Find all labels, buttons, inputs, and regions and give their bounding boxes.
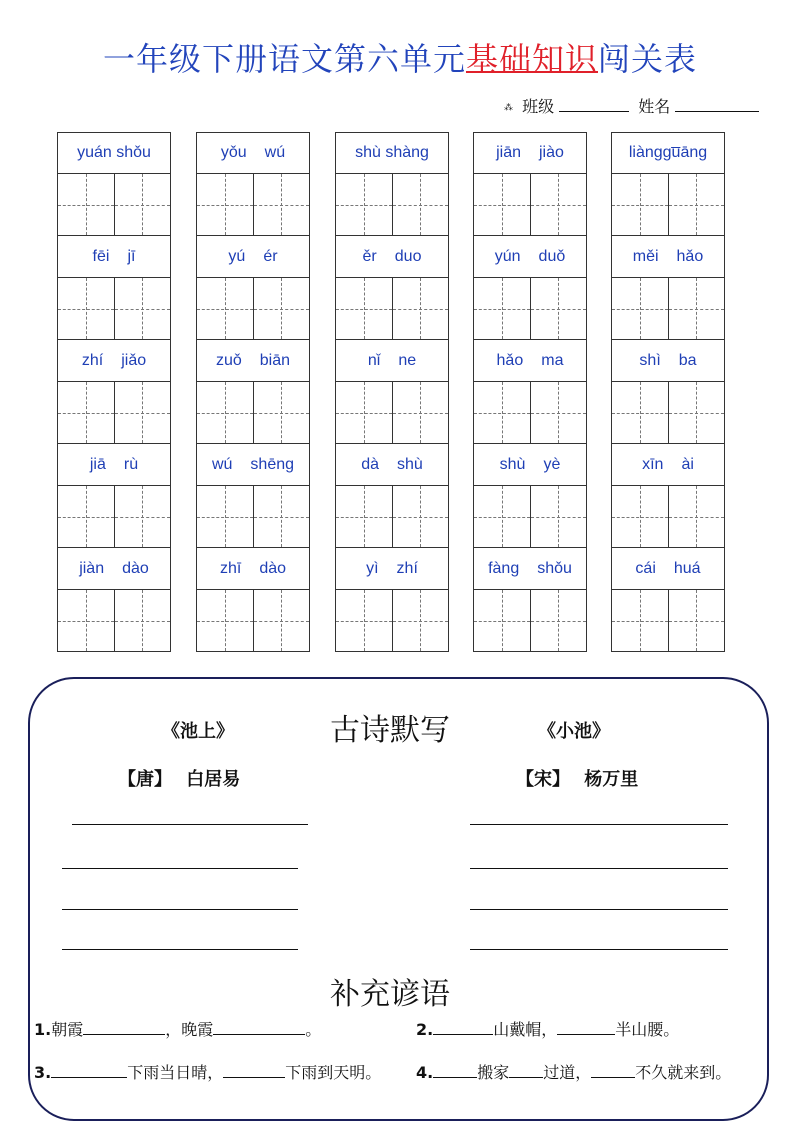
proverb-3 [34, 1060, 381, 1083]
class-label: 班级 [522, 97, 555, 116]
tian-zi-ge-box[interactable] [530, 278, 587, 339]
pinyin-cell [57, 444, 171, 486]
tian-zi-ge-box[interactable] [474, 174, 530, 235]
pinyin-syllable: wú [264, 144, 286, 161]
proverb-2-text-a: 山戴帽， [493, 1020, 558, 1039]
pinyin-cell [57, 340, 171, 382]
proverb-1-text-b: ，晚霞 [165, 1020, 214, 1039]
writing-boxes [611, 382, 725, 444]
pinyin-syllable: cái [635, 559, 656, 577]
pinyin-syllable: zhī [219, 559, 242, 577]
poem1-line-2[interactable] [62, 868, 298, 869]
pinyin-syllable: jiān [496, 144, 521, 161]
guide-line-horizontal [58, 413, 114, 414]
guide-line-horizontal [612, 517, 668, 518]
poem2-line-1[interactable] [470, 824, 728, 825]
pinyin-syllable: fàng [488, 559, 520, 577]
pinyin-syllable: zhí [396, 559, 418, 577]
tian-zi-ge-box[interactable] [530, 174, 587, 235]
guide-line-horizontal [336, 205, 392, 206]
pinyin-syllable: měi [632, 247, 659, 265]
writing-boxes [57, 382, 171, 444]
tian-zi-ge-box[interactable] [197, 382, 253, 443]
pinyin-cell [335, 236, 449, 278]
proverb-4-blank-c[interactable] [591, 1063, 635, 1078]
guide-line-horizontal [474, 517, 530, 518]
pinyin-syllable: biān [259, 351, 291, 369]
small-mark-icon: ⁂ [504, 102, 513, 113]
proverb-1-blank-b[interactable] [213, 1020, 305, 1035]
proverb-3-text-a: 下雨当日晴， [127, 1063, 224, 1082]
pinyin-syllable: huá [673, 559, 701, 577]
tian-zi-ge-box[interactable] [336, 174, 392, 235]
poem1-line-1[interactable] [72, 824, 308, 825]
pinyin-syllable: jiào [539, 144, 564, 161]
guide-line-horizontal [474, 205, 530, 206]
tian-zi-ge-box[interactable] [197, 174, 253, 235]
tian-zi-ge-box[interactable] [197, 590, 253, 651]
proverb-1-blank-a[interactable] [83, 1020, 165, 1035]
tian-zi-ge-box[interactable] [530, 590, 587, 651]
guide-line-horizontal [393, 205, 449, 206]
guide-line-horizontal [612, 205, 668, 206]
tian-zi-ge-box[interactable] [474, 382, 530, 443]
poem2-author [516, 765, 638, 791]
tian-zi-ge-box[interactable] [58, 382, 114, 443]
pinyin-cell [335, 132, 449, 174]
guide-line-horizontal [669, 205, 725, 206]
pinyin-syllable: yú [228, 247, 246, 265]
grid-column-4 [473, 132, 587, 652]
guide-line-horizontal [197, 309, 253, 310]
tian-zi-ge-box[interactable] [58, 590, 114, 651]
tian-zi-ge-box[interactable] [253, 590, 310, 651]
guide-line-horizontal [197, 413, 253, 414]
poem-panel [28, 677, 769, 1121]
tian-zi-ge-box[interactable] [392, 382, 449, 443]
poem2-name: 《小池》 [538, 721, 610, 742]
guide-line-horizontal [254, 309, 310, 310]
pinyin-cell [611, 548, 725, 590]
guide-line-horizontal [474, 309, 530, 310]
pinyin-cell [57, 236, 171, 278]
tian-zi-ge-box[interactable] [197, 278, 253, 339]
writing-boxes [473, 382, 587, 444]
guide-line-horizontal [254, 205, 310, 206]
guide-line-horizontal [669, 309, 725, 310]
pinyin-syllable: duo [394, 247, 422, 265]
pinyin-cell [335, 444, 449, 486]
guide-line-horizontal [669, 517, 725, 518]
guide-line-horizontal [58, 309, 114, 310]
proverb-3-blank-a[interactable] [51, 1063, 127, 1078]
guide-line-horizontal [336, 621, 392, 622]
tian-zi-ge-box[interactable] [392, 590, 449, 651]
pinyin-syllable: jiàn [79, 559, 105, 577]
writing-boxes [196, 278, 310, 340]
poem-heading: 古诗默写 [330, 713, 450, 748]
class-blank[interactable] [559, 97, 629, 112]
name-label: 姓名 [638, 97, 671, 116]
tian-zi-ge-box[interactable] [114, 486, 171, 547]
poem1-dynasty: 【唐】 [118, 769, 172, 790]
poem2-dynasty: 【宋】 [516, 769, 570, 790]
pinyin-cell [196, 444, 310, 486]
pinyin-syllable: yún [494, 247, 521, 265]
tian-zi-ge-box[interactable] [336, 382, 392, 443]
tian-zi-ge-box[interactable] [336, 486, 392, 547]
writing-boxes [57, 278, 171, 340]
tian-zi-ge-box[interactable] [114, 174, 171, 235]
tian-zi-ge-box[interactable] [474, 486, 530, 547]
pinyin-cell [196, 340, 310, 382]
tian-zi-ge-box[interactable] [336, 590, 392, 651]
guide-line-horizontal [393, 621, 449, 622]
tian-zi-ge-box[interactable] [612, 174, 668, 235]
proverb-2-num: 2. [416, 1020, 434, 1039]
poem1-line-3[interactable] [62, 909, 298, 910]
guide-line-horizontal [115, 517, 171, 518]
proverb-4-blank-b[interactable] [509, 1063, 543, 1078]
writing-boxes [196, 590, 310, 652]
guide-line-horizontal [531, 309, 587, 310]
pinyin-syllable: hǎo [496, 351, 524, 369]
proverb-2-blank-a[interactable] [433, 1020, 493, 1035]
proverb-2-blank-b[interactable] [557, 1020, 615, 1035]
poem2-line-2[interactable] [470, 868, 728, 869]
tian-zi-ge-box[interactable] [474, 278, 530, 339]
poem2-line-4[interactable] [470, 949, 728, 950]
tian-zi-ge-box[interactable] [253, 278, 310, 339]
guide-line-horizontal [393, 413, 449, 414]
pinyin-syllable: xīn [642, 455, 664, 473]
pinyin-syllable: shēng [250, 455, 295, 473]
tian-zi-ge-box[interactable] [530, 486, 587, 547]
tian-zi-ge-box[interactable] [668, 174, 725, 235]
grid-column-2 [196, 132, 310, 652]
grid-column-5 [611, 132, 725, 652]
guide-line-horizontal [474, 413, 530, 414]
writing-boxes [611, 278, 725, 340]
pinyin-cell [611, 340, 725, 382]
guide-line-horizontal [115, 309, 171, 310]
writing-boxes [335, 486, 449, 548]
pinyin-syllable: liànggu̅āng [628, 144, 708, 161]
writing-boxes [473, 590, 587, 652]
guide-line-horizontal [531, 517, 587, 518]
writing-boxes [196, 174, 310, 236]
pinyin-syllable: dà [361, 455, 379, 473]
tian-zi-ge-box[interactable] [612, 590, 668, 651]
tian-zi-ge-box[interactable] [612, 278, 668, 339]
page-title [0, 34, 800, 80]
tian-zi-ge-box[interactable] [58, 486, 114, 547]
writing-boxes [611, 590, 725, 652]
pinyin-cell [57, 548, 171, 590]
pinyin-syllable: yè [543, 455, 561, 473]
pinyin-syllable: jiǎo [121, 351, 147, 369]
guide-line-horizontal [58, 205, 114, 206]
pinyin-syllable: shǒu [537, 559, 572, 577]
tian-zi-ge-box[interactable] [253, 174, 310, 235]
title-part-1: 一年级下册语文第六单元 [102, 40, 466, 78]
guide-line-horizontal [58, 621, 114, 622]
grid-column-3 [335, 132, 449, 652]
writing-boxes [196, 382, 310, 444]
guide-line-horizontal [254, 621, 310, 622]
pinyin-cell [473, 444, 587, 486]
class-name-line [504, 94, 759, 117]
tian-zi-ge-box[interactable] [58, 278, 114, 339]
tian-zi-ge-box[interactable] [114, 590, 171, 651]
proverb-3-text-b: 下雨到天明。 [285, 1063, 382, 1082]
poem2-line-3[interactable] [470, 909, 728, 910]
proverb-4-text-c: 不久就来到。 [635, 1063, 732, 1082]
guide-line-horizontal [58, 517, 114, 518]
tian-zi-ge-box[interactable] [612, 486, 668, 547]
pinyin-cell [196, 236, 310, 278]
tian-zi-ge-box[interactable] [392, 174, 449, 235]
proverb-4-num: 4. [416, 1063, 434, 1082]
pinyin-syllable: wú [211, 455, 233, 473]
pinyin-syllable: hǎo [676, 247, 704, 265]
pinyin-syllable: ěr [362, 247, 377, 265]
tian-zi-ge-box[interactable] [668, 590, 725, 651]
pinyin-cell [611, 444, 725, 486]
guide-line-horizontal [612, 309, 668, 310]
guide-line-horizontal [336, 309, 392, 310]
pinyin-syllable: fēi [92, 247, 110, 265]
writing-boxes [57, 590, 171, 652]
proverb-heading: 补充谚语 [330, 977, 450, 1012]
pinyin-syllable: shù [397, 455, 423, 473]
pinyin-cell [473, 236, 587, 278]
pinyin-cell [611, 236, 725, 278]
pinyin-cell [57, 132, 171, 174]
pinyin-syllable: dào [122, 559, 149, 577]
guide-line-horizontal [197, 621, 253, 622]
guide-line-horizontal [612, 621, 668, 622]
tian-zi-ge-box[interactable] [530, 382, 587, 443]
name-blank[interactable] [675, 97, 759, 112]
pinyin-syllable: nǐ [367, 351, 381, 369]
writing-boxes [473, 174, 587, 236]
pinyin-syllable: jiā [89, 455, 106, 473]
pinyin-syllable: shì [639, 351, 661, 369]
proverb-4-text-a: 搬家 [477, 1063, 510, 1082]
pinyin-syllable: ne [398, 351, 417, 369]
proverb-3-num: 3. [34, 1063, 52, 1082]
proverb-1-text-c: 。 [305, 1020, 322, 1039]
guide-line-horizontal [531, 621, 587, 622]
proverb-2 [416, 1017, 679, 1040]
proverb-4-blank-a[interactable] [433, 1063, 477, 1078]
proverb-2-text-b: 半山腰。 [615, 1020, 680, 1039]
pinyin-cell [611, 132, 725, 174]
pinyin-syllable: ba [678, 351, 697, 369]
writing-boxes [335, 174, 449, 236]
pinyin-syllable: ma [541, 351, 564, 369]
poem1-line-4[interactable] [62, 949, 298, 950]
writing-boxes [335, 382, 449, 444]
guide-line-horizontal [254, 413, 310, 414]
writing-boxes [335, 278, 449, 340]
tian-zi-ge-box[interactable] [114, 382, 171, 443]
pinyin-syllable: yì [366, 559, 379, 577]
proverb-3-blank-b[interactable] [223, 1063, 285, 1078]
pinyin-cell [473, 340, 587, 382]
tian-zi-ge-box[interactable] [612, 382, 668, 443]
pinyin-syllable: shù [499, 455, 526, 473]
guide-line-horizontal [336, 517, 392, 518]
guide-line-horizontal [531, 413, 587, 414]
tian-zi-ge-box[interactable] [114, 278, 171, 339]
pinyin-syllable: yuán shǒu [77, 144, 151, 161]
pinyin-cell [335, 548, 449, 590]
guide-line-horizontal [474, 621, 530, 622]
proverb-1-num: 1. [34, 1020, 52, 1039]
pinyin-syllable: jī [127, 247, 136, 265]
guide-line-horizontal [115, 205, 171, 206]
tian-zi-ge-box[interactable] [392, 486, 449, 547]
poem1-author [118, 765, 240, 791]
guide-line-horizontal [393, 309, 449, 310]
grid-column-1 [57, 132, 171, 652]
title-part-2: 基础知识 [465, 40, 598, 78]
guide-line-horizontal [531, 205, 587, 206]
pinyin-syllable: shù shàng [355, 144, 429, 161]
writing-boxes [57, 486, 171, 548]
guide-line-horizontal [669, 621, 725, 622]
proverb-1-text-a: 朝霞 [51, 1020, 84, 1039]
writing-boxes [57, 174, 171, 236]
writing-boxes [196, 486, 310, 548]
pinyin-syllable: ér [263, 247, 278, 265]
guide-line-horizontal [254, 517, 310, 518]
poem1-author-name: 白居易 [186, 769, 241, 790]
pinyin-syllable: dào [259, 559, 287, 577]
writing-boxes [473, 486, 587, 548]
pinyin-cell [473, 132, 587, 174]
title-part-3: 闯关表 [598, 40, 698, 78]
tian-zi-ge-box[interactable] [668, 486, 725, 547]
tian-zi-ge-box[interactable] [336, 278, 392, 339]
pinyin-cell [196, 548, 310, 590]
tian-zi-ge-box[interactable] [253, 382, 310, 443]
pinyin-syllable: ài [681, 455, 694, 473]
pinyin-syllable: rù [123, 455, 139, 473]
writing-boxes [611, 174, 725, 236]
pinyin-syllable: duǒ [538, 247, 566, 265]
proverb-4 [416, 1060, 731, 1083]
tian-zi-ge-box[interactable] [392, 278, 449, 339]
pinyin-syllable: zhí [81, 351, 104, 369]
pinyin-syllable: yǒu [220, 144, 247, 161]
tian-zi-ge-box[interactable] [253, 486, 310, 547]
pinyin-syllable: zuǒ [215, 351, 242, 369]
tian-zi-ge-box[interactable] [668, 278, 725, 339]
proverb-1 [34, 1017, 321, 1040]
guide-line-horizontal [336, 413, 392, 414]
guide-line-horizontal [669, 413, 725, 414]
writing-boxes [611, 486, 725, 548]
tian-zi-ge-box[interactable] [668, 382, 725, 443]
pinyin-cell [196, 132, 310, 174]
tian-zi-ge-box[interactable] [474, 590, 530, 651]
poem2-author-name: 杨万里 [584, 769, 639, 790]
pinyin-cell [473, 548, 587, 590]
tian-zi-ge-box[interactable] [58, 174, 114, 235]
writing-boxes [473, 278, 587, 340]
guide-line-horizontal [197, 517, 253, 518]
guide-line-horizontal [115, 413, 171, 414]
guide-line-horizontal [393, 517, 449, 518]
writing-boxes [335, 590, 449, 652]
guide-line-horizontal [115, 621, 171, 622]
pinyin-cell [335, 340, 449, 382]
tian-zi-ge-box[interactable] [197, 486, 253, 547]
guide-line-horizontal [197, 205, 253, 206]
guide-line-horizontal [612, 413, 668, 414]
poem1-name: 《池上》 [162, 721, 234, 742]
proverb-4-text-b: 过道， [543, 1063, 592, 1082]
